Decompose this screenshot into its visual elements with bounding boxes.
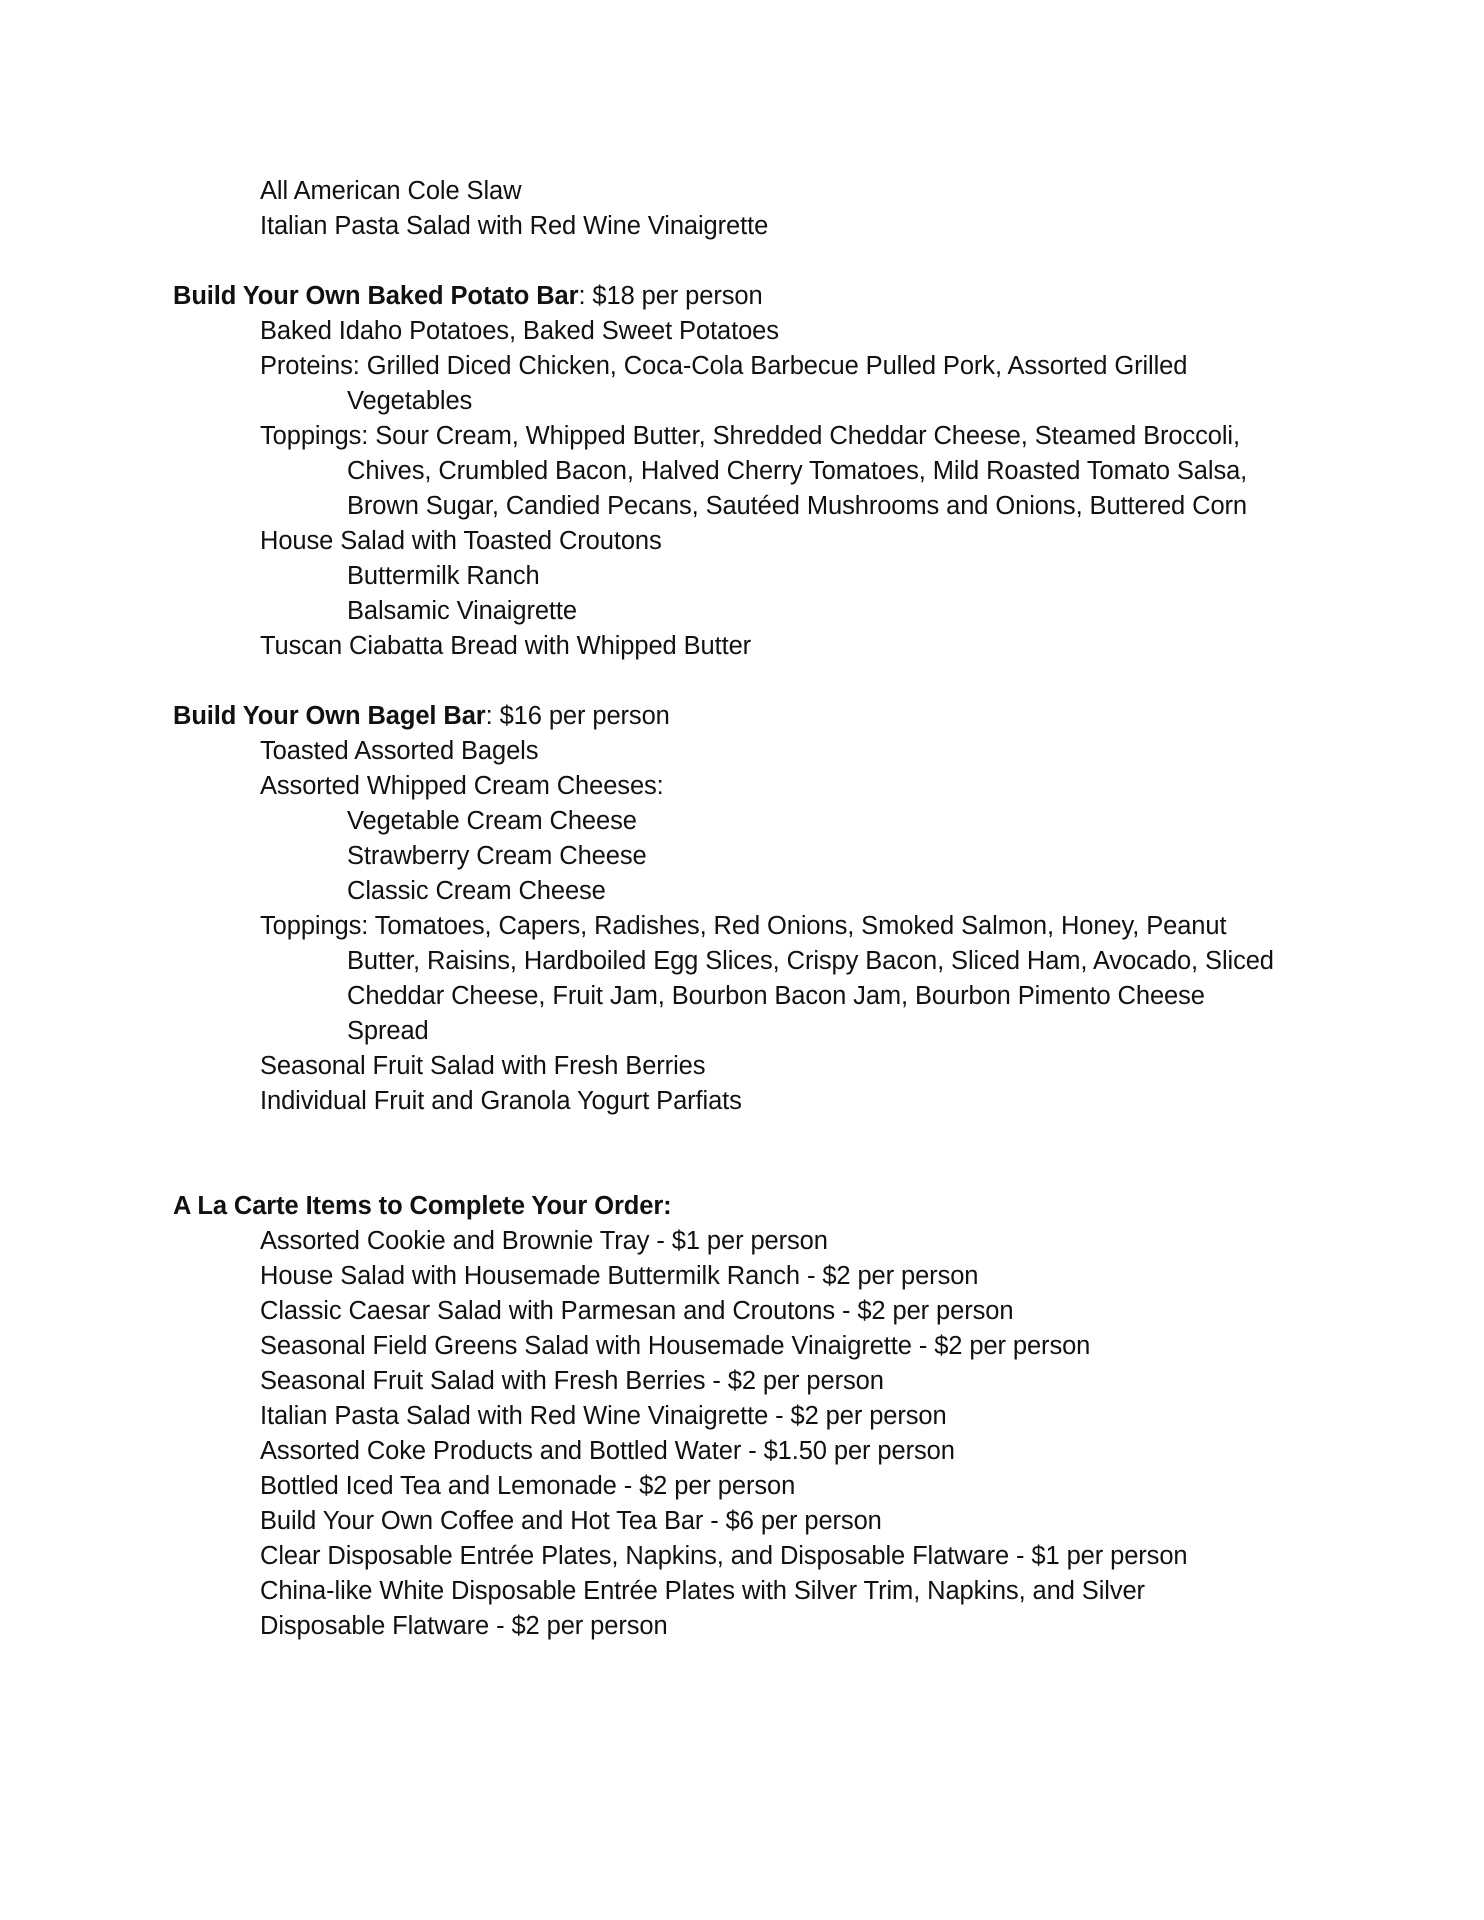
menu-item-bagel-toppings-cont: Butter, Raisins, Hardboiled Egg Slices, Crispy Bacon, Sliced Ham, Avocado, Sliced [347, 947, 1274, 975]
menu-item-fruit-salad: Seasonal Fruit Salad with Fresh Berries [260, 1052, 706, 1080]
a-la-carte-item: Assorted Coke Products and Bottled Water - $1.50 per person [260, 1437, 955, 1465]
menu-subitem-dressing: Balsamic Vinaigrette [347, 597, 577, 625]
a-la-carte-item: Bottled Iced Tea and Lemonade - $2 per person [260, 1472, 796, 1500]
section-price: : $18 per person [578, 282, 763, 310]
menu-subitem-cheese: Strawberry Cream Cheese [347, 842, 647, 870]
menu-subitem-dressing: Buttermilk Ranch [347, 562, 540, 590]
menu-item-house-salad: House Salad with Toasted Croutons [260, 527, 662, 555]
menu-item-proteins-cont: Vegetables [347, 387, 473, 415]
menu-item-bread: Tuscan Ciabatta Bread with Whipped Butter [260, 632, 752, 660]
menu-item-parfaits: Individual Fruit and Granola Yogurt Parfiats [260, 1087, 742, 1115]
menu-item-toppings: Toppings: Sour Cream, Whipped Butter, Shredded Cheddar Cheese, Steamed Broccoli, [260, 422, 1240, 450]
section-heading-a-la-carte: A La Carte Items to Complete Your Order: [173, 1192, 672, 1220]
a-la-carte-item: House Salad with Housemade Buttermilk Ranch - $2 per person [260, 1262, 979, 1290]
section-heading-potato-bar [173, 278, 763, 314]
menu-subitem-cheese: Vegetable Cream Cheese [347, 807, 637, 835]
menu-item-bagel-toppings-cont: Spread [347, 1017, 429, 1045]
a-la-carte-item: Classic Caesar Salad with Parmesan and Croutons - $2 per person [260, 1297, 1014, 1325]
section-title: Build Your Own Bagel Bar [173, 702, 486, 730]
menu-item-cole-slaw: All American Cole Slaw [260, 177, 522, 205]
section-title: Build Your Own Baked Potato Bar [173, 282, 579, 310]
menu-item-cream-cheeses: Assorted Whipped Cream Cheeses: [260, 772, 664, 800]
a-la-carte-item: Seasonal Field Greens Salad with Housemade Vinaigrette - $2 per person [260, 1332, 1091, 1360]
menu-item-toppings-cont: Brown Sugar, Candied Pecans, Sautéed Mushrooms and Onions, Buttered Corn [347, 492, 1247, 520]
a-la-carte-item: China-like White Disposable Entrée Plates with Silver Trim, Napkins, and Silver [260, 1577, 1145, 1605]
menu-item-proteins: Proteins: Grilled Diced Chicken, Coca-Cola Barbecue Pulled Pork, Assorted Grilled [260, 352, 1188, 380]
menu-item-bagel-toppings: Toppings: Tomatoes, Capers, Radishes, Red Onions, Smoked Salmon, Honey, Peanut [260, 912, 1227, 940]
a-la-carte-item: Clear Disposable Entrée Plates, Napkins, and Disposable Flatware - $1 per person [260, 1542, 1188, 1570]
a-la-carte-item: Italian Pasta Salad with Red Wine Vinaigrette - $2 per person [260, 1402, 947, 1430]
a-la-carte-item: Assorted Cookie and Brownie Tray - $1 per person [260, 1227, 828, 1255]
section-price: : $16 per person [485, 702, 670, 730]
a-la-carte-item: Disposable Flatware - $2 per person [260, 1612, 668, 1640]
section-heading-bagel-bar [173, 698, 670, 734]
menu-item-potatoes: Baked Idaho Potatoes, Baked Sweet Potatoes [260, 317, 779, 345]
menu-item-bagels: Toasted Assorted Bagels [260, 737, 539, 765]
a-la-carte-item: Seasonal Fruit Salad with Fresh Berries - $2 per person [260, 1367, 884, 1395]
a-la-carte-item: Build Your Own Coffee and Hot Tea Bar - $6 per person [260, 1507, 882, 1535]
menu-subitem-cheese: Classic Cream Cheese [347, 877, 606, 905]
menu-item-bagel-toppings-cont: Cheddar Cheese, Fruit Jam, Bourbon Bacon Jam, Bourbon Pimento Cheese [347, 982, 1205, 1010]
menu-item-pasta-salad: Italian Pasta Salad with Red Wine Vinaigrette [260, 212, 769, 240]
menu-item-toppings-cont: Chives, Crumbled Bacon, Halved Cherry Tomatoes, Mild Roasted Tomato Salsa, [347, 457, 1248, 485]
